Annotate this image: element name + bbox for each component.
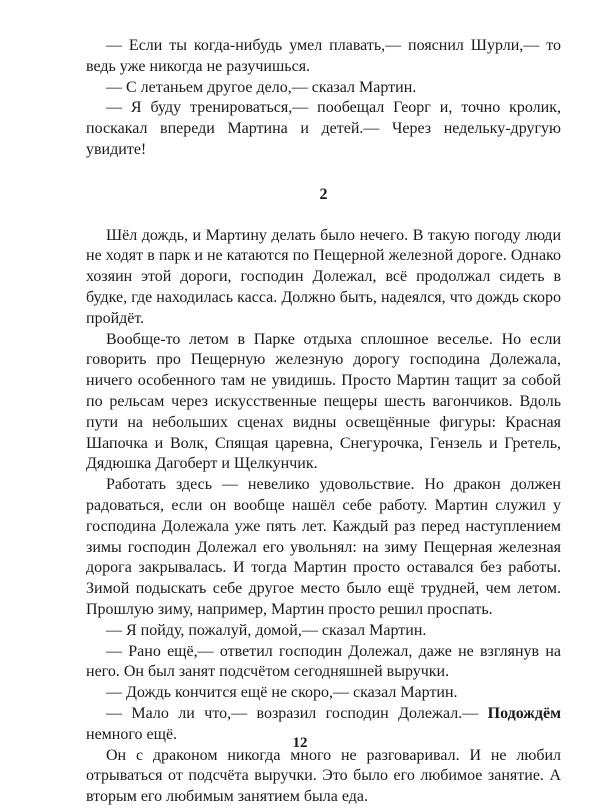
paragraph: Он с драконом никогда много не разговаривал. И не любил отрываться от подсчёта выручки. Это было его любимое занятие. А вторым его любимым занятием была еда. xyxy=(86,746,561,806)
paragraph: — С летаньем другое дело,— сказал Мартин. xyxy=(106,78,417,96)
bold-word: Подождём xyxy=(487,704,561,722)
paragraph: Шёл дождь, и Мартину делать было нечего. В такую погоду люди не ходят в парк и не катаются по Пещерной железной дороге. Однако хозяин этой дороги, господин Долежал, всё продолжал сидеть в будке, где находилась касса. Должно быть, надеялся, что дождь скоро пройдёт. xyxy=(86,226,561,327)
paragraph: — Рано ещё,— ответил господин Долежал, даже не взглянув на него. Он был занят подсчётом сегодняшней выручки. xyxy=(86,642,561,681)
paragraph: Работать здесь — невелико удовольствие. Но дракон должен радоваться, если он вообще нашёл себе работу. Мартин служил у господина Долежала уже пять лет. Каждый раз перед наступлением зимы господин Долежал его увольнял: на зиму Пещерная железная дорога закрывалась. И тогда Мартин просто оставался без работы. Зимой подыскать себе другое место было ещё трудней, чем летом. Прошлую зиму, например, Мартин просто решил проспать. xyxy=(86,476,561,618)
page-number: 12 xyxy=(292,735,308,751)
chapter-number: 2 xyxy=(319,185,328,203)
paragraph: — Я буду тренироваться,— пообещал Георг и, точно кролик, поскакал впереди Мартина и детей.— Через недельку-другую увидите! xyxy=(86,99,561,158)
paragraph-text: — Мало ли что,— возразил господин Долежал.— xyxy=(106,704,488,722)
paragraph: — Дождь кончится ещё не скоро,— сказал Мартин. xyxy=(106,684,458,702)
paragraph: — Если ты когда-нибудь умел плавать,— пояснил Шурли,— то ведь уже никогда не разучишься. xyxy=(86,37,561,75)
paragraph: — Я пойду, пожалуй, домой,— сказал Мартин. xyxy=(106,621,427,639)
body-text xyxy=(86,36,561,808)
paragraph-text: немного ещё. xyxy=(86,725,178,743)
paragraph: Вообще-то летом в Парке отдыха сплошное веселье. Но если говорить про Пещерную железную дорогу господина Долежала, ничего особенного там не увидишь. Просто Мартин тащит за собой по рельсам через искусственные пещеры шесть вагончиков. Вдоль пути на небольших сценах видны освещённые фигуры: Красная Шапочка и Волк, Спящая царевна, Снегурочка, Гензель и Гретель, Дядюшка Дагоберт и Щелкунчик. xyxy=(86,330,561,473)
